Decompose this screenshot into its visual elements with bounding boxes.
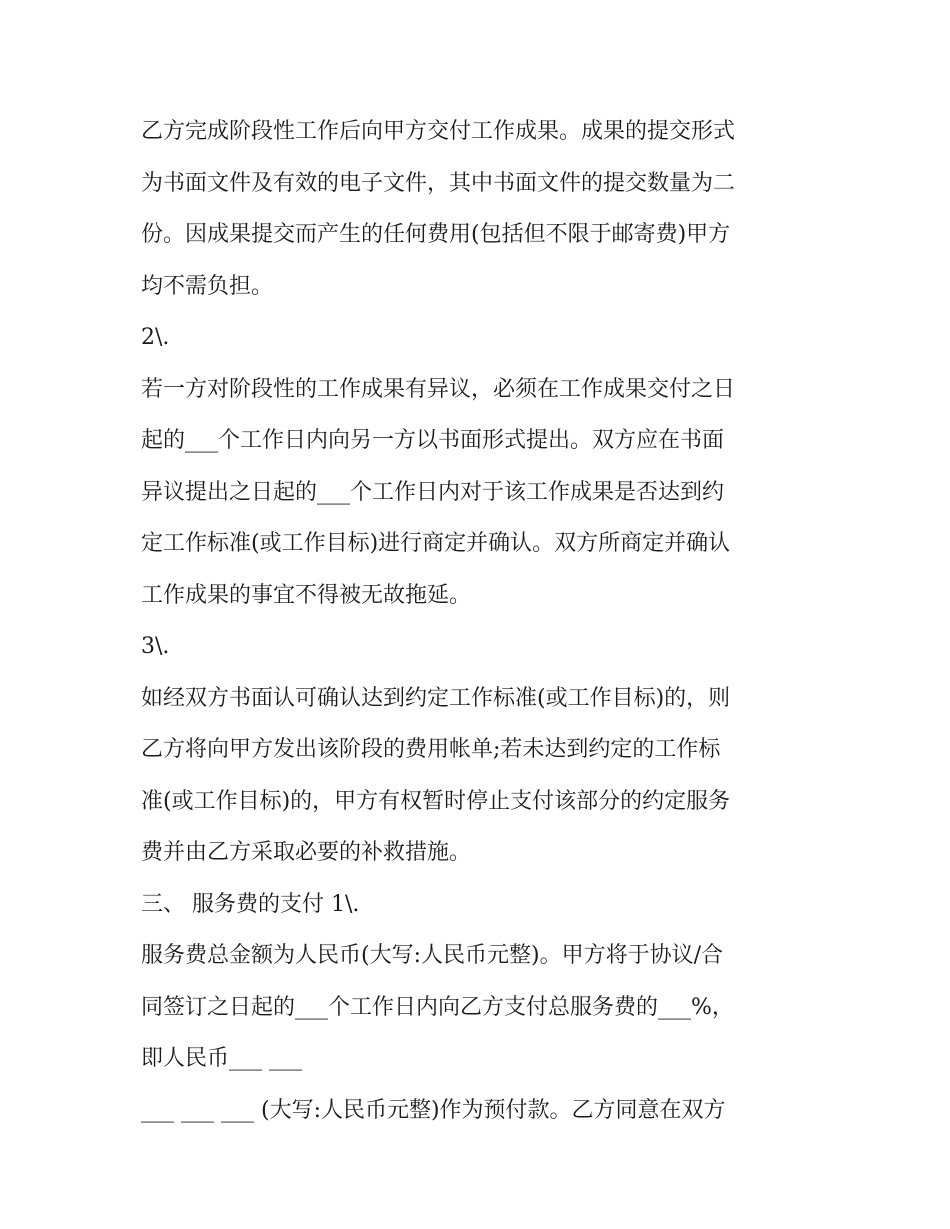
text-line: 乙方完成阶段性工作后向甲方交付工作成果。成果的提交形式 [141,119,736,144]
text-line: 服务费总金额为人民币(大写:人民币元整)。甲方将于协议/合 [141,943,723,968]
text-line: 起的___个工作日内向另一方以书面形式提出。双方应在书面 [141,428,725,453]
text-line: 费并由乙方采取必要的补救措施。 [141,840,472,865]
text-line: 为书面文件及有效的电子文件，其中书面文件的提交数量为二 [141,170,736,196]
text-line: 定工作标准(或工作目标)进行商定并确认。双方所商定并确认 [141,531,731,556]
clause-number: 3\. [141,634,170,659]
text-line: 准(或工作目标)的，甲方有权暂时停止支付该部分的约定服务 [141,788,731,814]
text-line: 乙方将向甲方发出该阶段的费用帐单;若未达到约定的工作标 [141,737,721,762]
text-line: ___ ___ ___ (大写:人民币元整)作为预付款。乙方同意在双方 [141,1097,726,1123]
text-line: 工作成果的事宜不得被无故拖延。 [141,582,472,608]
text-line: 即人民币___ ___ [141,1046,302,1071]
text-line: 份。因成果提交而产生的任何费用(包括但不限于邮寄费)甲方 [141,222,731,247]
section-heading: 三、 服务费的支付 1\. [141,891,360,917]
text-line: 异议提出之日起的___个工作日内对于该工作成果是否达到约 [141,479,725,505]
document-body [141,106,816,1136]
text-line: 如经双方书面认可确认达到约定工作标准(或工作目标)的，则 [141,685,731,711]
text-line: 均不需负担。 [141,273,274,299]
clause-number: 2\. [141,325,170,350]
text-line: 若一方对阶段性的工作成果有异议，必须在工作成果交付之日 [141,376,736,402]
text-line: 同签订之日起的___个工作日内向乙方支付总服务费的___%， [141,994,734,1020]
